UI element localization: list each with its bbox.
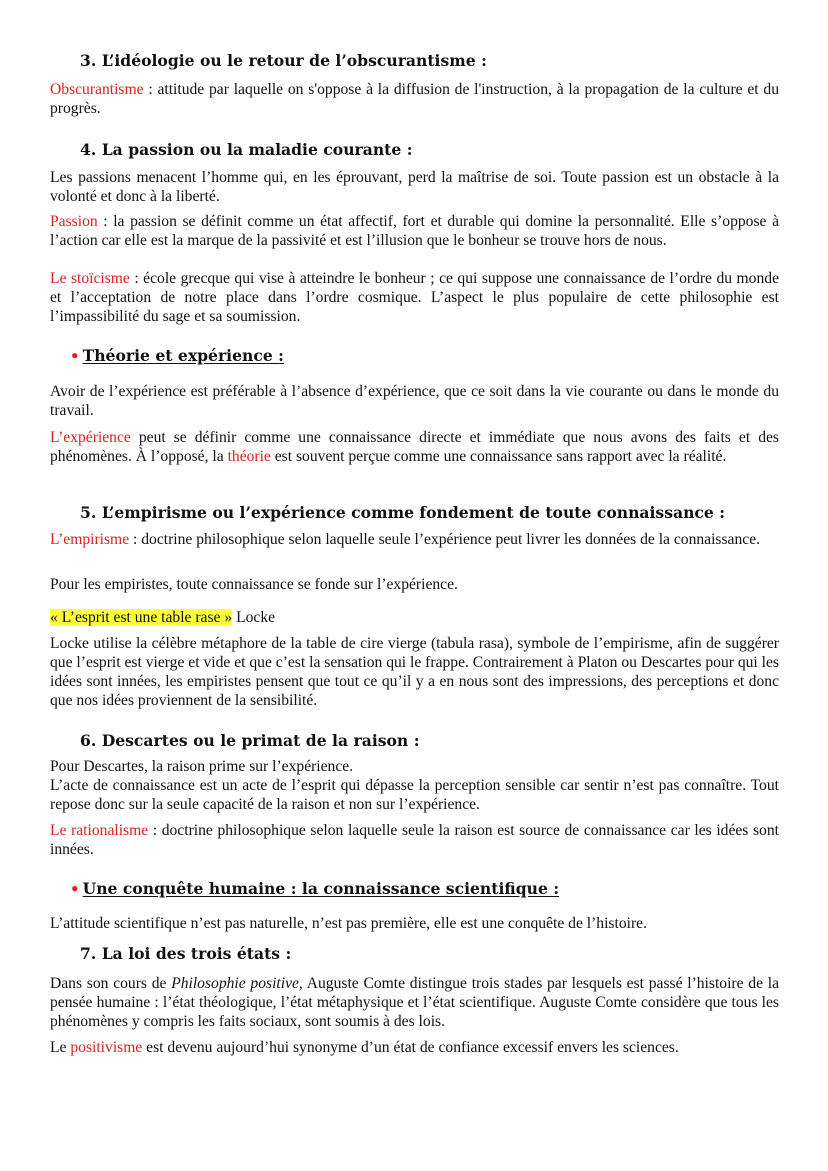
bullet-icon: • [70,347,80,365]
quote-highlight: « L’esprit est une table rase » [50,609,233,626]
rationalisme-text: : doctrine philosophique selon laquelle seule la raison est source de connaissance car les idées sont innées. [50,822,779,858]
term-stoicisme: Le stoïcisme [50,270,130,287]
experience-paragraph: Avoir de l’expérience est préférable à l’absence d’expérience, que ce soit dans la vie courante ou dans le monde du travail. [50,383,779,419]
descartes-line: Pour Descartes, la raison prime sur l’expérience. [50,758,354,775]
obscurantisme-definition [50,80,779,118]
empirisme-text: : doctrine philosophique selon laquelle seule l’expérience peut livrer les données de la connaissance. [129,531,761,548]
comte-text-end: Auguste Comte distingue trois stades par lesquels est passé l’histoire de la pensée humaine : l’état théologique, l’état métaphysique et l’état scientifique. Auguste Comte considère que tous les phénomènes y compris les faits sociaux, sont soumis à des lois. [50,975,780,1030]
comte-paragraph [50,974,779,1031]
empiristes-paragraph: Pour les empiristes, toute connaissance se fonde sur l’expérience. [50,576,458,593]
passion-text: : la passion se définit comme un état affectif, fort et durable qui domine la personnalité. Elle s’oppose à l’action car elle est la marque de la passivité et est l’illusion que le bonheur se trouve hors de nous. [50,213,779,249]
heading-section-7: 7. La loi des trois états : [80,944,292,963]
heading-section-5: 5. L’empirisme ou l’expérience comme fondement de toute connaissance : [80,503,726,522]
locke-quote [50,608,779,627]
bullet-heading-text: Théorie et expérience : [82,346,284,365]
locke-paragraph: Locke utilise la célèbre métaphore de la table de cire vierge (tabula rasa), symbole de l’empirisme, afin de suggérer que l’esprit est vierge et vide et que c’est la sensation qui le frappe. Contrairement à Platon ou Descartes pour qui les idées sont innées, les empiristes pensent que tout ce qu’il y a en nous sont des impressions, des perceptions et donc que nos idées proviennent de la sensibilité. [50,635,779,709]
stoicisme-text: : école grecque qui vise à atteindre le bonheur ; ce qui suppose une connaissance de l’ordre du monde et l’acceptation de notre place dans l’ordre cosmique. L’aspect le plus populaire de cette philosophie est l’impassibilité du sage et sa soumission. [50,270,779,325]
term-passion: Passion [50,213,98,230]
passion-definition [50,212,779,250]
comte-text-start: Dans son cours de [50,975,172,992]
quote-author: Locke [232,609,276,626]
bullet-heading-conquete-humaine [70,879,559,899]
term-experience: L’expérience [50,429,131,446]
positivisme-paragraph [50,1038,779,1057]
heading-section-3: 3. L’idéologie ou le retour de l’obscurantisme : [80,51,487,70]
positivisme-text-end: est devenu aujourd’hui synonyme d’un état de confiance excessif envers les sciences. [142,1039,679,1056]
experience-text: peut se définir comme une connaissance directe et immédiate que nous avons des faits et des phénomènes. À l’opposé, la [50,429,779,465]
bullet-heading-text: Une conquête humaine : la connaissance scientifique : [82,879,560,898]
bullet-heading-theorie-experience [70,346,284,366]
experience-definition [50,428,779,466]
term-obscurantisme: Obscurantisme [50,81,144,98]
descartes-paragraph: L’acte de connaissance est un acte de l’esprit qui dépasse la perception sensible car sentir n’est pas connaître. Tout repose donc sur la seule capacité de la raison et non sur l’expérience. [50,777,779,813]
bullet-icon: • [70,880,80,898]
attitude-scientifique-paragraph: L’attitude scientifique n’est pas naturelle, n’est pas première, elle est une conquête de l’histoire. [50,915,647,932]
term-rationalisme: Le rationalisme [50,822,149,839]
positivisme-text-start: Le [50,1039,71,1056]
term-positivisme: positivisme [70,1039,143,1056]
rationalisme-definition [50,821,779,859]
stoicisme-definition [50,269,779,326]
term-empirisme: L’empirisme [50,531,130,548]
comte-book-title: Philosophie positive, [171,975,303,992]
heading-section-4: 4. La passion ou la maladie courante : [80,140,413,159]
empirisme-definition [50,530,779,549]
heading-section-6: 6. Descartes ou le primat de la raison : [80,731,420,750]
theorie-text: est souvent perçue comme une connaissance sans rapport avec la réalité. [270,448,727,465]
obscurantisme-text: : attitude par laquelle on s'oppose à la diffusion de l'instruction, à la propagation de la culture et du progrès. [50,81,779,117]
term-theorie: théorie [227,448,271,465]
passions-paragraph: Les passions menacent l’homme qui, en les éprouvant, perd la maîtrise de soi. Toute passion est un obstacle à la volonté et donc à la liberté. [50,169,779,205]
